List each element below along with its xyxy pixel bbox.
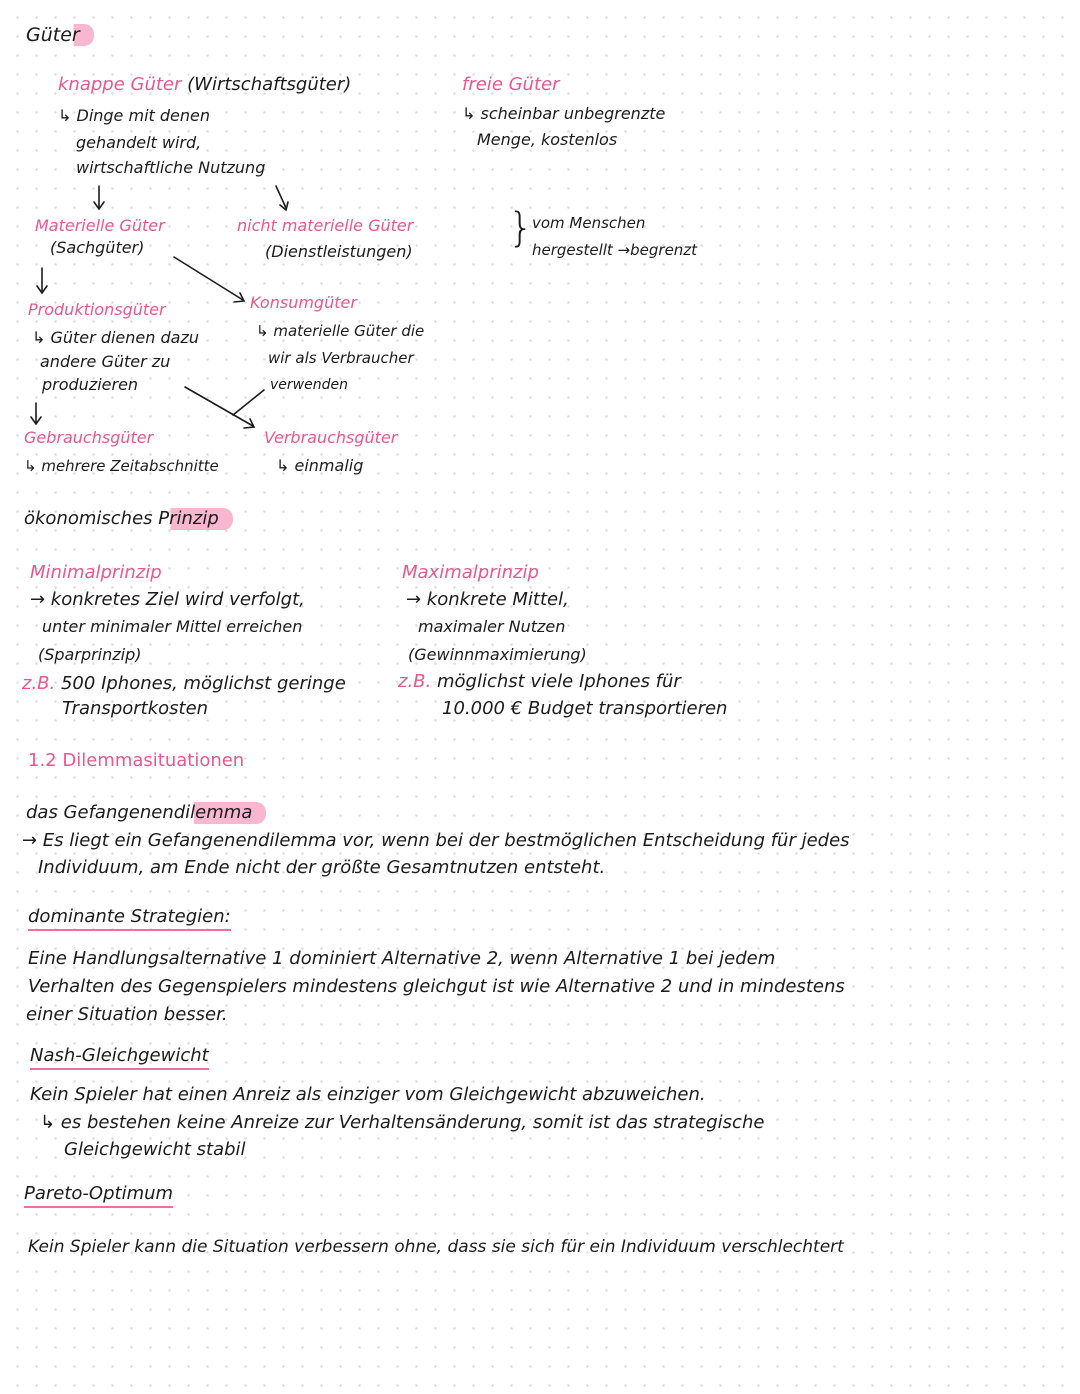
- nash-title: Nash-Gleichgewicht: [30, 1045, 209, 1070]
- maximal-example-1: möglichst viele Iphones für: [436, 671, 681, 692]
- freie-gueter-title: freie Güter: [462, 74, 560, 95]
- minimal-line-3: (Sparprinzip): [38, 645, 142, 664]
- menschen-line-1: vom Menschen: [532, 214, 646, 232]
- curly-brace: }: [508, 205, 534, 251]
- verbrauch-desc: ↳ einmalig: [276, 456, 364, 475]
- arrow-knappe-to-materielle: [94, 186, 104, 209]
- materielle-gueter-title: Materielle Güter: [35, 216, 165, 235]
- produktionsgueter-title: Produktionsgüter: [28, 300, 166, 319]
- minimal-example-2: Transportkosten: [62, 698, 209, 719]
- minimal-example-label: z.B.: [22, 673, 56, 694]
- produktion-desc-2: andere Güter zu: [40, 352, 171, 371]
- arrow-knappe-to-nicht-materielle: [276, 186, 288, 210]
- oeko-prinzip-title: ökonomisches Prinzip: [24, 508, 233, 530]
- gefangenendilemma-title: das Gefangenendilemma: [26, 802, 266, 824]
- materielle-gueter-sub: (Sachgüter): [50, 238, 145, 257]
- konsum-desc-1: ↳ materielle Güter die: [256, 322, 425, 340]
- gebrauchsgueter-title: Gebrauchsgüter: [24, 428, 154, 447]
- dominante-strategien-title: dominante Strategien:: [28, 906, 231, 931]
- arrow-produktion-to-gebrauch: [31, 403, 41, 424]
- gebrauch-desc: ↳ mehrere Zeitabschnitte: [24, 457, 219, 475]
- produktion-desc-1: ↳ Güter dienen dazu: [32, 328, 199, 347]
- minimal-example: [22, 673, 346, 695]
- maximal-example-label: z.B.: [398, 671, 432, 692]
- dominant-line-2: Verhalten des Gegenspielers mindestens gleichgut ist wie Alternative 2 und in mindestens: [28, 976, 845, 997]
- knappe-gueter-suffix: (Wirtschaftsgüter): [187, 74, 352, 95]
- gefangenen-line-1: → Es liegt ein Gefangenendilemma vor, wenn bei der bestmöglichen Entscheidung für jedes: [22, 830, 850, 851]
- minimal-example-1: 500 Iphones, möglichst geringe: [60, 673, 346, 694]
- maximalprinzip-title: Maximalprinzip: [402, 562, 539, 583]
- maximal-line-3: (Gewinnmaximierung): [408, 645, 587, 664]
- gefangenen-line-2: Individuum, am Ende nicht der größte Gesamtnutzen entsteht.: [38, 857, 606, 878]
- page-heading: Güter: [26, 24, 94, 46]
- konsum-desc-2: wir als Verbraucher: [268, 349, 414, 367]
- pareto-line: Kein Spieler kann die Situation verbessern ohne, dass sie sich für ein Individuum verschlechtert: [28, 1237, 844, 1257]
- verbrauchsgueter-title: Verbrauchsgüter: [264, 428, 398, 447]
- dilemma-heading: 1.2 Dilemmasituationen: [28, 750, 245, 771]
- maximal-line-1: → konkrete Mittel,: [406, 589, 569, 610]
- diagram-arrows: [0, 0, 1080, 520]
- nicht-materielle-gueter-sub: (Dienstleistungen): [265, 242, 413, 261]
- minimal-line-2: unter minimaler Mittel erreichen: [42, 617, 303, 636]
- minimal-line-1: → konkretes Ziel wird verfolgt,: [30, 589, 305, 610]
- knappe-gueter-label: knappe Güter: [58, 74, 182, 95]
- dominant-line-3: einer Situation besser.: [26, 1004, 228, 1025]
- knappe-desc-2: gehandelt wird,: [76, 133, 202, 152]
- arrow-konsum-to-verbrauch: [233, 390, 264, 415]
- arrow-materielle-to-produktion: [37, 268, 47, 293]
- menschen-line-2: hergestellt →begrenzt: [532, 241, 698, 259]
- freie-desc-1: ↳ scheinbar unbegrenzte: [462, 104, 666, 123]
- knappe-desc-3: wirtschaftliche Nutzung: [76, 158, 266, 177]
- nicht-materielle-gueter-title: nicht materielle Güter: [237, 216, 414, 235]
- nash-line-1: Kein Spieler hat einen Anreiz als einziger vom Gleichgewicht abzuweichen.: [30, 1084, 706, 1105]
- pareto-title: Pareto-Optimum: [24, 1183, 173, 1208]
- arrow-materielle-to-konsum: [174, 257, 244, 302]
- freie-desc-2: Menge, kostenlos: [477, 130, 618, 149]
- maximal-example-2: 10.000 € Budget transportieren: [442, 698, 728, 719]
- nash-line-3: Gleichgewicht stabil: [64, 1139, 246, 1160]
- arrow-produktion-to-verbrauch: [185, 387, 254, 428]
- dominant-line-1: Eine Handlungsalternative 1 dominiert Alternative 2, wenn Alternative 1 bei jedem: [28, 948, 776, 969]
- knappe-desc-1: ↳ Dinge mit denen: [58, 106, 210, 125]
- minimalprinzip-title: Minimalprinzip: [30, 562, 162, 583]
- maximal-example: [398, 671, 681, 693]
- produktion-desc-3: produzieren: [42, 375, 139, 394]
- konsum-desc-3: verwenden: [270, 377, 348, 393]
- maximal-line-2: maximaler Nutzen: [418, 617, 566, 636]
- konsumgueter-title: Konsumgüter: [250, 293, 357, 312]
- nash-line-2: ↳ es bestehen keine Anreize zur Verhaltensänderung, somit ist das strategische: [40, 1112, 765, 1133]
